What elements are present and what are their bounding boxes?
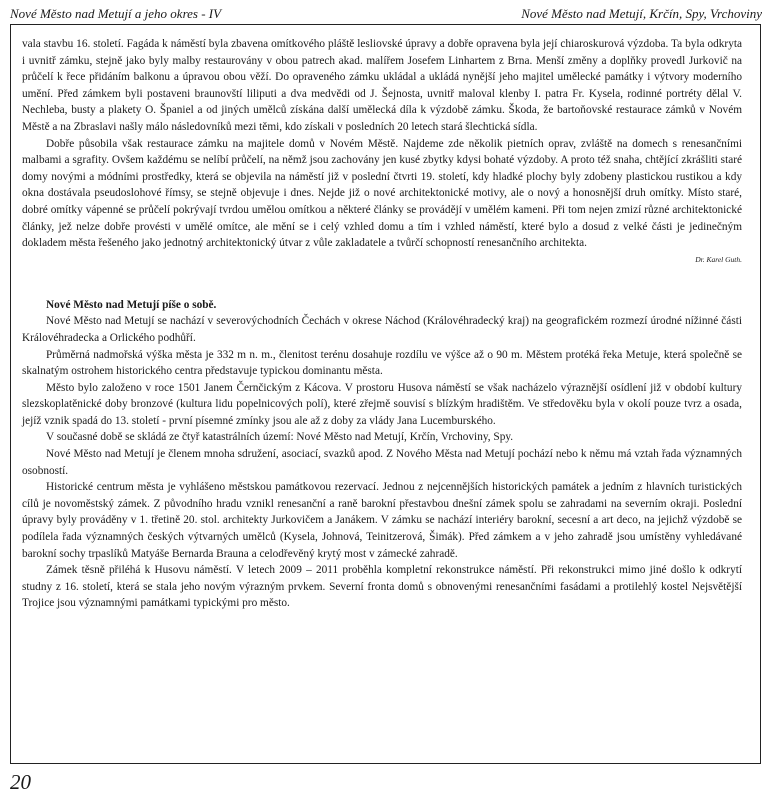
header-right: Nové Město nad Metují, Krčín, Spy, Vrchoviny <box>521 6 762 21</box>
paragraph: V současné době se skládá ze čtyř katastrálních území: Nové Město nad Metují, Krčín, Vrchoviny, Spy. <box>46 431 514 444</box>
paragraph: Průměrná nadmořská výška města je 332 m n. m., členitost terénu dosahuje rozdílu ve výšce až o 90 m. Městem protéká řeka Metuje, která společně se skalnatým ostrohem historického centra představuje typickou dominantu města. <box>22 348 742 378</box>
section-title: Nové Město nad Metují píše o sobě. <box>46 298 217 311</box>
paragraph: vala stavbu 16. století. Fagáda k náměstí byla zbavena omítkového pláště lesliovské úpravy a dobře opravena byla její chiaroskurová výzdoba. Ta byla odkryta i uvnitř zámku, stejně jako byly malby restaurovány v obou patrech akad. malířem Josefem Linhartem z Brna. Menší změny a doplňky provedl Jurkovič na průčelí k řece přidáním balkonu a úpravou obou věží. Do opraveného zámku ukládal a ukládá nynější jeho majitel umělecké památky i výtvory moderního umění. Před zámkem byli postaveni braunovští liliputi a dva medvědi od J. Šejnosta, uvnitř maloval klenby I. patra Fr. Kysela, rodinné portréty dělal V. Nechleba, busty a plakety O. Španiel a od jiných umělců získána další umělecká díla k výzdobě zámku. Škoda, že bartoňovské restaurace zámků v Novém Městě a na Zbraslavi našly málo následovníků mezi těmi, kdo získali v posledních 20 letech stará šlechtická sídla. <box>22 38 742 133</box>
page-number: 20 <box>10 770 31 794</box>
paragraph: Nové Město nad Metují se nachází v severovýchodních Čechách v okrese Náchod (Královéhradecký kraj) na geografickém rozmezí úrodné nížinné části Královéhradecka a Orlického podhůří. <box>22 315 742 344</box>
page-content <box>22 36 742 612</box>
section-gap <box>22 266 742 297</box>
paragraph: Zámek těsně přiléhá k Husovu náměstí. V letech 2009 – 2011 proběhla kompletní rekonstrukce náměstí. Při rekonstrukci mimo jiné došlo k odkrytí studny z 16. století, která se stala jeho novým výrazným prvkem. Severní fronta domů s obnovenými renesančními fasádami a protilehlý kostel Nejsvětější Trojice jsou významnými památkami typickými pro město. <box>22 564 742 610</box>
paragraph: Nové Město nad Metují je členem mnoha sdružení, asociací, svazků apod. Z Nového Města nad Metují pochází nebo k němu má vztah řada významných osobností. <box>22 448 742 477</box>
running-header <box>10 6 762 24</box>
header-left: Nové Město nad Metují a jeho okres - IV <box>10 6 222 21</box>
paragraph: Město bylo založeno v roce 1501 Janem Černčickým z Kácova. V prostoru Husova náměstí se však nacházelo výraznější osídlení již v období kultury slezskoplatěnické doby bronzové (kultura lidu popelnicových polí), které zřejmě souvisí s blízkým hradištěm. Ve středověku byla v okolí pouze tvrz a osada, jejíž vznik spadá do 13. století - první písemné zmínky jsou ale až z doby za vlády Jana Lucemburského. <box>22 381 742 427</box>
paragraph: Historické centrum města je vyhlášeno městskou památkovou rezervací. Jednou z nejcennějších historických památek a jedním z hlavních turistických cílů je novoměstský zámek. Z původního hradu vznikl renesanční a raně barokní přestavbou dnešní zámek spolu se zahradami na severním okraji. Poslední úpravy byly prováděny v 1. třetině 20. stol. architekty Jurkovičem a Janákem. V zámku se nachází interiéry barokní, secesní a art deco, na jejichž výzdobě se podílela řada významných českých výtvarných umělců (Kysela, Johnová, Teinitzerová, Šimák). Před zámkem a v jeho zahradě jsou umístěny vyhledávané barokní sochy trpaslíků Matyáše Bernarda Brauna a celodřevěný krytý most v zámecké zahradě. <box>22 481 742 560</box>
author-signature: Dr. Karel Guth. <box>695 254 742 264</box>
paragraph: Dobře působila však restaurace zámku na majitele domů v Novém Městě. Najdeme zde několik pietních oprav, zvláště na domech s renesančními malbami a sgrafity. Ovšem každému se nelíbí průčelí, na němž jsou zachovány jen kusé zbytky kdysi bohaté výzdoby. A proto též snaha, chtějící zkrášliti staré domy novými a módními prostředky, která se objevila na náměstí již v poslední čtvrti 19. století, kdy hladké plochy byly zdobeny plastickou rustikou a kdy okna dostávala pseudoslohové římsy, se stejně objevuje i dnes. Nejde již o nové architektonické motivy, ale o nový a honosnější druh omítky. Místo staré, dobré omítky vápenné se průčelí pokrývají tvrdou umělou omítkou a některé články se provádějí v umělém kameni. Při tom nejen zmizí různé architektonické články, jež nelze dobře provésti v umělé omítce, ale mění se i celý vzhled domu a tím i vzhled náměstí, které bylo a dosud z velké části je jedinečným dokladem města řešeného jako jednotný architektonický útvar z vůle zakladatele a tvůrčí schopností renesančního architekta. <box>22 137 742 250</box>
